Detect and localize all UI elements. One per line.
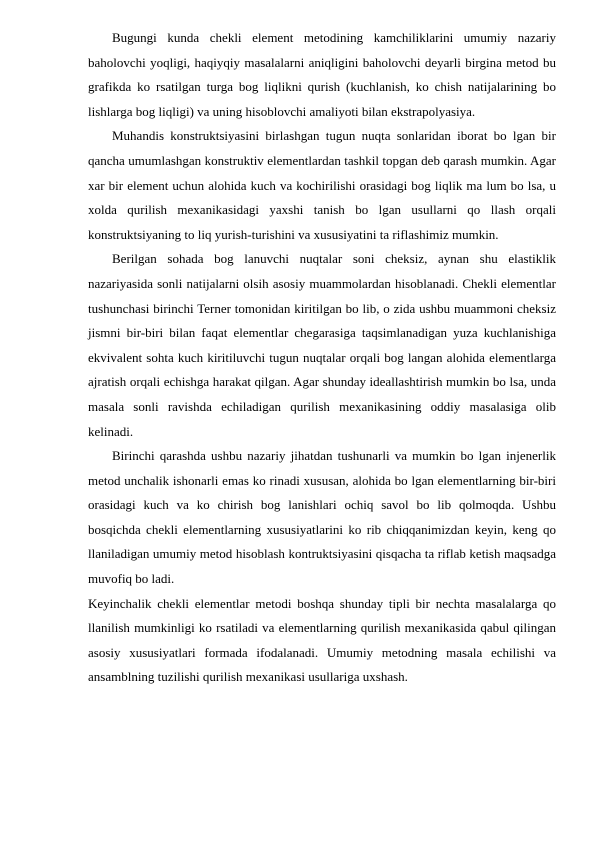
paragraph-4: Birinchi qarashda ushbu nazariy jihatdan tushunarli va mumkin bo lgan injenerlik metod unchalik ishonarli emas ko rinadi xususan, alohida bo lgan elementlarning bir-biri orasidagi kuch va ko chirish bog lanishlari ochiq savol bo lib qolmoqda. Ushbu bosqichda chekli elementlarning xususiyatlarini ko rib chiqqanimizdan keyin, keng qo llaniladigan umumiy metod hisoblash kontruktsiyasini qisqacha ta riflab ketish maqsadga muvofiq bo ladi. bbox=[88, 448, 556, 587]
document-page bbox=[88, 26, 556, 690]
paragraph-5: Keyinchalik chekli elementlar metodi boshqa shunday tipli bir nechta masalalarga qo llanilish mumkinligi ko rsatiladi va elementlarning qurilish mexanikasida qabul qilingan asosiy xususiyatlari formada ifodalanadi. Umumiy metodning masala echilishi va ansamblning tuzilishi qurilish mexanikasi usullariga uxshash. bbox=[88, 595, 556, 685]
paragraph-1: Bugungi kunda chekli element metodining kamchiliklarini umumiy nazariy baholovchi yoqligi, haqiyqiy masalalarni aniqligini baholovchi deyarli birgina metod bu grafikda ko rsatilgan turga bog liqlikni qurish (kuchlanish, ko chish natijalarining bo lishlarga bog liqligi) va uning hisoblovchi amaliyoti bilan ekstrapolyasiya. bbox=[88, 30, 556, 119]
paragraph-3: Berilgan sohada bog lanuvchi nuqtalar soni cheksiz, aynan shu elastiklik nazariyasida sonli natijalarni olsih asosiy muammolardan hisoblanadi. Chekli elementlar tushunchasi birinchi Terner tomonidan kiritilgan bo lib, o zida ushbu muammoni cheksiz jismni bir-biri bilan faqat elementlar chegarasiga taqsimlanadigan yuza kuchlanishiga ekvivalent sohta kuch kiritiluvchi tugun nuqtalar orqali bog langan alohida elementlarga ajratish orqali echishga harakat qilgan. Agar shunday ideallashtirish mumkin bo lsa, unda masala sonli ravishda echiladigan qurilish mexanikasining oddiy masalasiga olib kelinadi. bbox=[88, 251, 556, 439]
paragraph-2: Muhandis konstruktsiyasini birlashgan tugun nuqta sonlaridan iborat bo lgan bir qancha umumlashgan konstruktiv elementlardan tashkil topgan deb qarash mumkin. Agar xar bir element uchun alohida kuch va kochirilishi orasidagi bog liqlik ma lum bo lsa, u xolda qurilish mexanikasidagi yaxshi tanish bo lgan usullarni qo llash orqali konstruktsiyaning to liq yurish-turishini va xususiyatini ta riflashimiz mumkin. bbox=[88, 128, 556, 242]
